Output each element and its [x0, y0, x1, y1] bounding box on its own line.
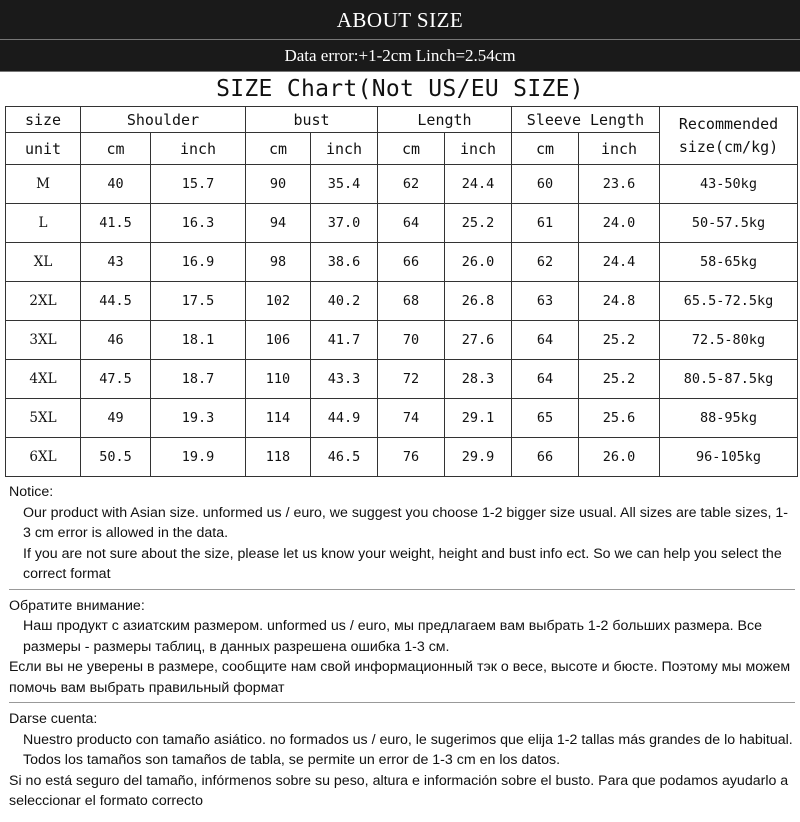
unit-cm: cm — [81, 133, 151, 165]
value-cell: 15.7 — [151, 165, 246, 204]
recommended-cell: 50-57.5kg — [660, 204, 798, 243]
size-cell: 4XL — [6, 360, 81, 399]
unit-inch: inch — [445, 133, 512, 165]
value-cell: 60 — [512, 165, 579, 204]
value-cell: 44.5 — [81, 282, 151, 321]
value-cell: 18.1 — [151, 321, 246, 360]
notice-paragraph: Наш продукт с азиатским размером. unformed us / euro, мы предлагаем вам выбрать 1-2 больших размера. Все размеры - размеры таблиц, в данных разрешена ошибка 1-3 см. — [23, 618, 762, 655]
value-cell: 38.6 — [311, 243, 378, 282]
value-cell: 16.3 — [151, 204, 246, 243]
shoulder-header: Shoulder — [81, 107, 246, 133]
value-cell: 43.3 — [311, 360, 378, 399]
notice-paragraph: Our product with Asian size. unformed us / euro, we suggest you choose 1-2 bigger size usual. All sizes are table sizes, 1-3 cm error is allowed in the data. — [23, 504, 788, 541]
value-cell: 90 — [246, 165, 311, 204]
notices — [9, 482, 795, 822]
value-cell: 102 — [246, 282, 311, 321]
value-cell: 65 — [512, 399, 579, 438]
value-cell: 25.2 — [579, 321, 660, 360]
size-cell: 2XL — [6, 282, 81, 321]
value-cell: 40.2 — [311, 282, 378, 321]
notice-heading: Notice: — [9, 484, 54, 500]
value-cell: 118 — [246, 438, 311, 477]
notice-heading: Darse cuenta: — [9, 711, 98, 727]
value-cell: 19.3 — [151, 399, 246, 438]
table-row — [6, 438, 798, 477]
value-cell: 94 — [246, 204, 311, 243]
sleeve-length-header: Sleeve Length — [512, 107, 660, 133]
size-cell: 6XL — [6, 438, 81, 477]
value-cell: 17.5 — [151, 282, 246, 321]
value-cell: 66 — [378, 243, 445, 282]
value-cell: 28.3 — [445, 360, 512, 399]
length-header: Length — [378, 107, 512, 133]
value-cell: 23.6 — [579, 165, 660, 204]
value-cell: 106 — [246, 321, 311, 360]
table-header-row — [6, 107, 798, 133]
value-cell: 47.5 — [81, 360, 151, 399]
notice-paragraph: Nuestro producto con tamaño asiático. no formados us / euro, le sugerimos que elija 1-2 tallas más grandes de lo habitual. Todos los tamaños son tamaños de tabla, se permite un error de 1-3 cm en los datos. — [23, 731, 793, 768]
value-cell: 62 — [378, 165, 445, 204]
value-cell: 26.8 — [445, 282, 512, 321]
size-chart-title: SIZE Chart(Not US/EU SIZE) — [216, 76, 584, 102]
value-cell: 70 — [378, 321, 445, 360]
header-subtitle: Data error:+1-2cm Linch=2.54cm — [284, 45, 516, 65]
table-row — [6, 321, 798, 360]
table-row — [6, 360, 798, 399]
value-cell: 26.0 — [445, 243, 512, 282]
value-cell: 40 — [81, 165, 151, 204]
size-header: size — [6, 107, 81, 133]
value-cell: 25.2 — [579, 360, 660, 399]
value-cell: 72 — [378, 360, 445, 399]
table-row — [6, 282, 798, 321]
notice-english — [9, 482, 795, 590]
value-cell: 76 — [378, 438, 445, 477]
value-cell: 29.1 — [445, 399, 512, 438]
unit-inch: inch — [151, 133, 246, 165]
value-cell: 68 — [378, 282, 445, 321]
value-cell: 29.9 — [445, 438, 512, 477]
recommended-cell: 96-105kg — [660, 438, 798, 477]
value-cell: 64 — [512, 360, 579, 399]
notice-russian — [9, 596, 795, 704]
value-cell: 24.4 — [579, 243, 660, 282]
value-cell: 24.4 — [445, 165, 512, 204]
value-cell: 74 — [378, 399, 445, 438]
table-row — [6, 204, 798, 243]
value-cell: 16.9 — [151, 243, 246, 282]
unit-inch: inch — [579, 133, 660, 165]
size-cell: M — [6, 165, 81, 204]
value-cell: 37.0 — [311, 204, 378, 243]
value-cell: 25.6 — [579, 399, 660, 438]
unit-cm: cm — [378, 133, 445, 165]
value-cell: 50.5 — [81, 438, 151, 477]
value-cell: 110 — [246, 360, 311, 399]
size-cell: L — [6, 204, 81, 243]
value-cell: 49 — [81, 399, 151, 438]
recommended-cell: 80.5-87.5kg — [660, 360, 798, 399]
value-cell: 24.8 — [579, 282, 660, 321]
recommended-cell: 65.5-72.5kg — [660, 282, 798, 321]
size-table — [5, 106, 798, 477]
value-cell: 18.7 — [151, 360, 246, 399]
size-cell: XL — [6, 243, 81, 282]
value-cell: 46.5 — [311, 438, 378, 477]
value-cell: 114 — [246, 399, 311, 438]
value-cell: 25.2 — [445, 204, 512, 243]
value-cell: 63 — [512, 282, 579, 321]
unit-cm: cm — [512, 133, 579, 165]
about-size-header — [0, 0, 800, 40]
header-title: ABOUT SIZE — [336, 7, 464, 32]
unit-cm: cm — [246, 133, 311, 165]
notice-heading: Обратите внимание: — [9, 597, 145, 614]
recommended-cell: 72.5-80kg — [660, 321, 798, 360]
value-cell: 64 — [512, 321, 579, 360]
value-cell: 46 — [81, 321, 151, 360]
size-cell: 5XL — [6, 399, 81, 438]
unit-inch: inch — [311, 133, 378, 165]
recommended-cell: 43-50kg — [660, 165, 798, 204]
data-error-bar — [0, 40, 800, 71]
value-cell: 27.6 — [445, 321, 512, 360]
notice-paragraph: If you are not sure about the size, please let us know your weight, height and bust info ect. So we can help you select the correct format — [23, 545, 782, 582]
value-cell: 43 — [81, 243, 151, 282]
value-cell: 41.5 — [81, 204, 151, 243]
value-cell: 62 — [512, 243, 579, 282]
value-cell: 61 — [512, 204, 579, 243]
value-cell: 26.0 — [579, 438, 660, 477]
value-cell: 66 — [512, 438, 579, 477]
value-cell: 64 — [378, 204, 445, 243]
table-row — [6, 399, 798, 438]
recommended-cell: 58-65kg — [660, 243, 798, 282]
value-cell: 44.9 — [311, 399, 378, 438]
notice-paragraph: Si no está seguro del tamaño, infórmenos sobre su peso, altura e información sobre el busto. Para que podamos ayudarlo a seleccionar el formato correcto — [9, 772, 789, 809]
value-cell: 35.4 — [311, 165, 378, 204]
value-cell: 24.0 — [579, 204, 660, 243]
recommended-cell: 88-95kg — [660, 399, 798, 438]
notice-paragraph: Если вы не уверены в размере, сообщите нам свой информационный тэк о весе, высоте и бюсте. Поэтому мы можем помочь вам выбрать правильный формат — [9, 659, 791, 696]
value-cell: 98 — [246, 243, 311, 282]
bust-header: bust — [246, 107, 378, 133]
value-cell: 19.9 — [151, 438, 246, 477]
unit-header: unit — [6, 133, 81, 165]
recommended-size-header: Recommended size(cm/kg) — [660, 107, 798, 165]
table-row — [6, 243, 798, 282]
size-cell: 3XL — [6, 321, 81, 360]
value-cell: 41.7 — [311, 321, 378, 360]
table-row — [6, 165, 798, 204]
